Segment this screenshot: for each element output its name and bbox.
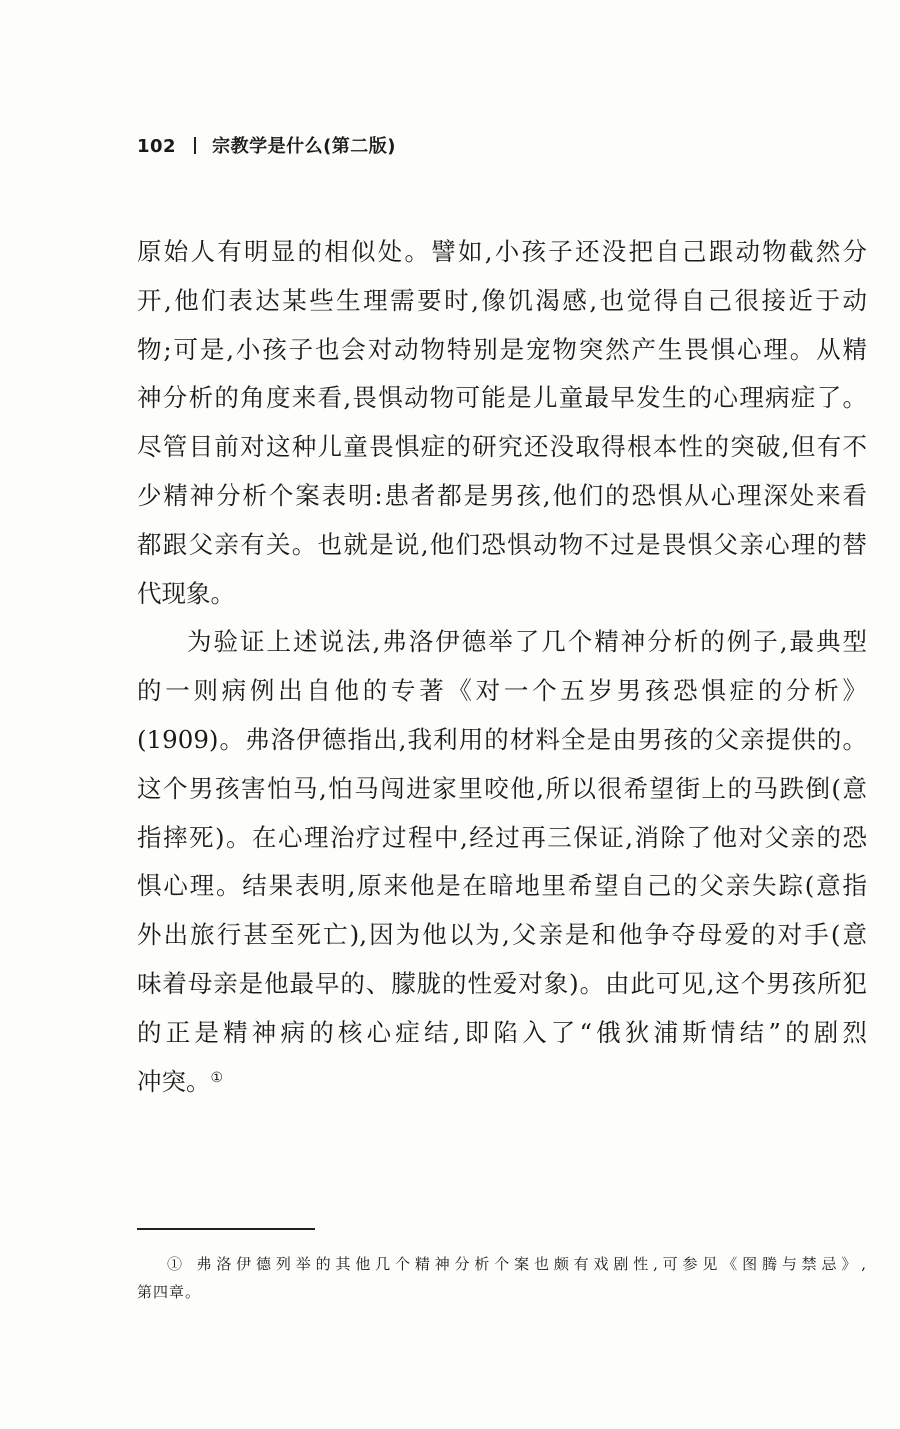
text-line: 开,他们表达某些生理需要时,像饥渴感,也觉得自己很接近于动 bbox=[137, 285, 867, 315]
page-number: 102 bbox=[137, 136, 177, 157]
text-line: 为验证上述说法,弗洛伊德举了几个精神分析的例子,最典型 bbox=[187, 627, 867, 657]
text-line: 外出旅行甚至死亡),因为他以为,父亲是和他争夺母爱的对手(意 bbox=[137, 920, 867, 950]
text-line: 指摔死)。在心理治疗过程中,经过再三保证,消除了他对父亲的恐 bbox=[137, 822, 867, 852]
text-line-final bbox=[137, 1058, 867, 1107]
text-line: 惧心理。结果表明,原来他是在暗地里希望自己的父亲失踪(意指 bbox=[137, 871, 867, 901]
text-line: 尽管目前对这种儿童畏惧症的研究还没取得根本性的突破,但有不 bbox=[137, 432, 867, 462]
footnote-line: 第四章。 bbox=[137, 1283, 202, 1301]
footnote-reference: ① bbox=[210, 1069, 224, 1086]
text-line: 都跟父亲有关。也就是说,他们恐惧动物不过是畏惧父亲心理的替 bbox=[137, 529, 867, 559]
text-line: 味着母亲是他最早的、朦胧的性爱对象)。由此可见,这个男孩所犯 bbox=[137, 968, 867, 998]
text-line: 神分析的角度来看,畏惧动物可能是儿童最早发生的心理病症了。 bbox=[137, 383, 867, 413]
running-header bbox=[137, 132, 396, 158]
text-line: 代现象。 bbox=[137, 578, 235, 608]
book-title: 宗教学是什么(第二版) bbox=[212, 136, 397, 157]
text-line: 原始人有明显的相似处。譬如,小孩子还没把自己跟动物截然分 bbox=[137, 237, 867, 266]
footnote bbox=[137, 1250, 867, 1306]
text-line: (1909)。弗洛伊德指出,我利用的材料全是由男孩的父亲提供的。 bbox=[137, 724, 867, 754]
text-line: 少精神分析个案表明:患者都是男孩,他们的恐惧从心理深处来看 bbox=[137, 480, 867, 510]
text-line: 的正是精神病的核心症结,即陷入了“俄狄浦斯情结”的剧烈 bbox=[137, 1017, 867, 1047]
footnote-divider bbox=[137, 1228, 315, 1230]
text-line: 这个男孩害怕马,怕马闯进家里咬他,所以很希望街上的马跌倒(意 bbox=[137, 773, 867, 803]
text-line: 的一则病例出自他的专著《对一个五岁男孩恐惧症的分析》 bbox=[137, 676, 867, 706]
text-line-content: 冲突。 bbox=[137, 1066, 211, 1096]
header-divider bbox=[194, 137, 196, 154]
footnote-line: ① 弗洛伊德列举的其他几个精神分析个案也颇有戏剧性,可参见《图腾与禁忌》, bbox=[167, 1255, 867, 1273]
main-text bbox=[137, 228, 867, 1106]
text-line: 物;可是,小孩子也会对动物特别是宠物突然产生畏惧心理。从精 bbox=[137, 334, 867, 364]
